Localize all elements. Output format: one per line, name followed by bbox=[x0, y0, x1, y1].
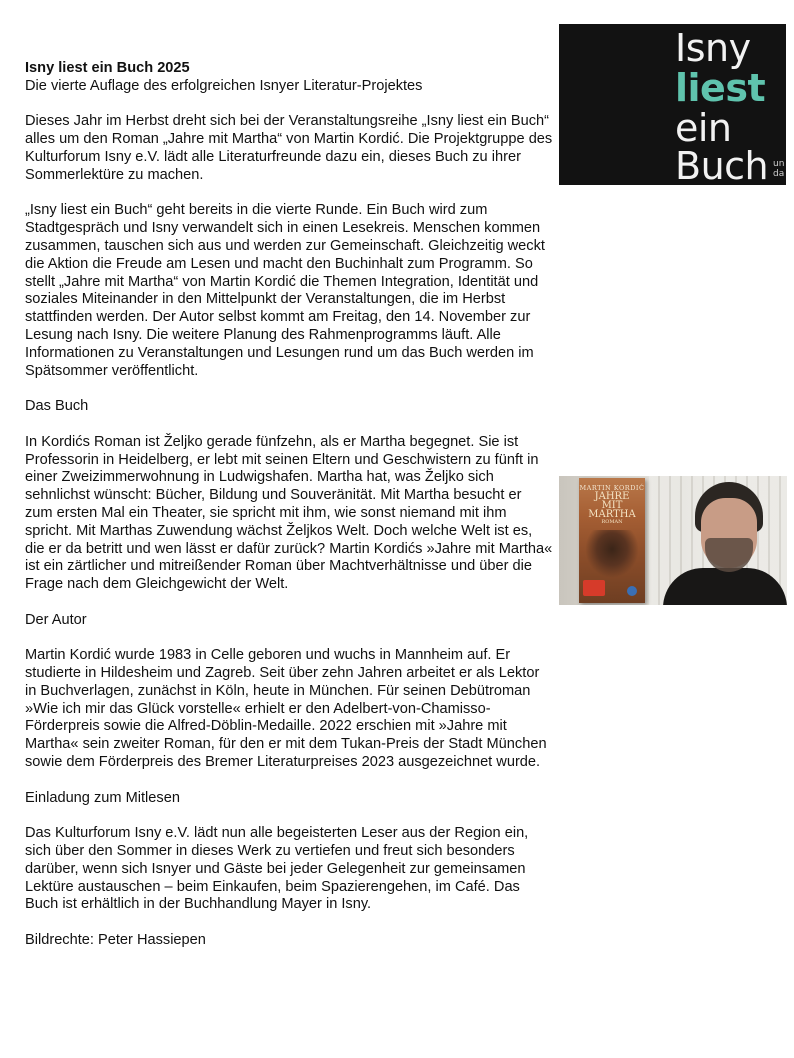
book-cover-title-line2: MIT bbox=[601, 500, 623, 511]
book-cover-illustration bbox=[585, 530, 639, 578]
book-and-author-photo bbox=[559, 476, 787, 605]
paragraph-round: „Isny liest ein Buch“ geht bereits in die vierte Runde. Ein Buch wird zum Stadtgespräch und Isny verwandelt sich in einen Lesekreis. Menschen kommen zusammen, tauschen sich aus und werden zur Gemeinschaft. Gleichzeitig weckt die Aktion die Freude am Lesen und macht den Buchinhalt zum Programm. So stellt „Jahre mit Martha“ von Martin Kordić die Themen Integration, Identität und soziales Miteinander in den Mittelpunkt der Veranstaltungen, die im Herbst stattfinden werden. Der Autor selbst kommt am Freitag, den 14. November zur Lesung nach Isny. Die weitere Planung des Rahmenprogramms läuft. Alle Informationen zu Veranstaltungen und Lesungen rund um das Buch werden im Spätsommer veröffentlicht. bbox=[25, 202, 545, 379]
logo-cut-text-2: da bbox=[773, 169, 785, 179]
book-cover-author: MARTIN KORDIĆ bbox=[579, 484, 645, 492]
heading-book: Das Buch bbox=[25, 398, 89, 415]
article bbox=[25, 60, 553, 968]
logo-cut-text-1: un bbox=[773, 159, 785, 169]
book-cover-title-line3: MARTHA bbox=[588, 509, 636, 520]
bestseller-sticker bbox=[583, 580, 605, 596]
heading-invitation: Einladung zum Mitlesen bbox=[25, 789, 180, 806]
logo-word-buch: Buch bbox=[675, 144, 769, 185]
logo-word-liest: liest bbox=[675, 66, 766, 110]
image-credits: Bildrechte: Peter Hassiepen bbox=[25, 932, 206, 949]
book-cover-genre: ROMAN bbox=[601, 519, 623, 525]
paragraph-invitation: Das Kulturforum Isny e.V. lädt nun alle begeisterten Leser aus der Region ein, sich über den Sommer in dieses Werk zu vertiefen und freut sich besonders darüber, wenn sich Isnyer und Gäste bei jeder Gelegenheit zur gemeinsamen Lektüre austauschen – beim Einkaufen, beim Spazierengehen, im Café. Das Buch ist erhältlich in der Buchhandlung Mayer in Isny. bbox=[25, 825, 529, 913]
publisher-logo bbox=[627, 586, 637, 596]
article-title: Isny liest ein Buch 2025 bbox=[25, 60, 190, 76]
article-header bbox=[25, 60, 553, 96]
paragraph-intro: Dieses Jahr im Herbst dreht sich bei der Veranstaltungsreihe „Isny liest ein Buch“ alles um den Roman „Jahre mit Martha“ von Martin Kordić. Die Projektgruppe des Kulturforum Isny e.V. lädt alle Literaturfreunde dazu ein, dieses Buch zu ihrer Sommerlektüre zu machen. bbox=[25, 113, 553, 183]
article-subtitle: Die vierte Auflage des erfolgreichen Isnyer Literatur-Projektes bbox=[25, 77, 423, 94]
heading-author: Der Autor bbox=[25, 611, 87, 628]
book-cover bbox=[579, 478, 645, 603]
book-cover-title bbox=[579, 492, 645, 519]
paragraph-book: In Kordićs Roman ist Željko gerade fünfzehn, als er Martha begegnet. Sie ist Professorin in Heidelberg, er lebt mit seinen Eltern und Geschwistern zu fünft in einer Zweizimmerwohnung in Ludwigshafen. Martha hat, was Željko sich sehnlichst wünscht: Bücher, Bildung und Souveränität. Mit Martha besucht er zum ersten Mal ein Theater, sie spricht mit ihm, wie sonst niemand mit ihm spricht. Mit Marthas Zuwendung wächst Željkos Welt. Doch welche Welt ist es, die er da betritt und wen lässt er dafür zurück? Martin Kordićs »Jahre mit Martha« ist ein zärtlicher und mitreißender Roman über Machtverhältnisse und über die Frage nach dem Gleichgewicht der Welt. bbox=[25, 433, 553, 593]
book-cover-title-line1: JAHRE bbox=[594, 491, 630, 502]
isny-liest-ein-buch-logo bbox=[559, 24, 786, 185]
paragraph-author: Martin Kordić wurde 1983 in Celle geboren und wuchs in Mannheim auf. Er studierte in Hildesheim und Zagreb. Seit über zehn Jahren arbeitet er als Lektor in Buchverlagen, zunächst in Köln, heute in München. Für seinen Debütroman »Wie ich mir das Glück vorstelle« erhielt er den Adelbert-von-Chamisso-Förderpreis sowie die Alfred-Döblin-Medaille. 2022 erschien mit »Jahre mit Martha« sein zweiter Roman, für den er mit dem Tukan-Preis der Stadt München sowie dem Förderpreis des Bremer Literaturpreises 2023 ausgezeichnet wurde. bbox=[25, 647, 547, 771]
logo-word-isny: Isny bbox=[675, 26, 751, 70]
author-body bbox=[663, 568, 787, 605]
logo-word-ein: ein bbox=[675, 106, 732, 150]
